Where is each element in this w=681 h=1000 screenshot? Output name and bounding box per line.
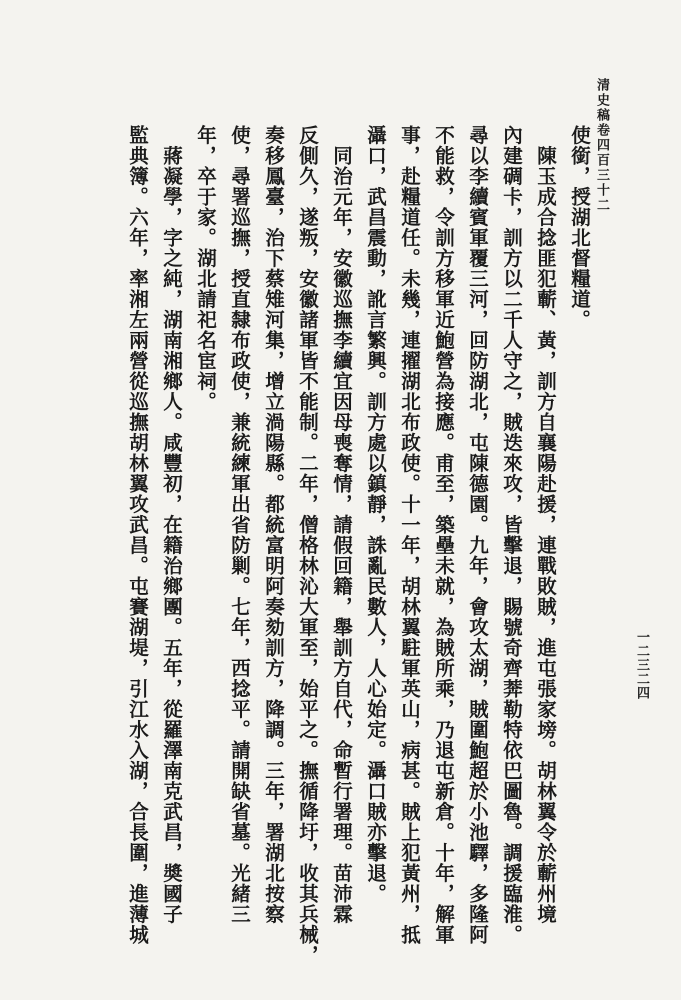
text-column: 使銜，授湖北督糧道。	[568, 125, 591, 330]
running-header-title: 清史稿卷四百三十二	[594, 78, 609, 213]
text-column: 尋以李續賓軍覆三河，回防湖北，屯陳德園。九年，會攻太湖，賊圍鮑超於小池驛，多隆阿	[466, 125, 489, 945]
text-column: 灄口，武昌震動，訛言繁興。訓方處以鎮靜，誅亂民數人，人心始定。灄口賊亦擊退。	[364, 125, 387, 904]
text-column: 年，卒于家。湖北請祀名宦祠。	[194, 125, 217, 412]
body-text	[76, 125, 596, 966]
text-column: 奏移鳳臺，治下蔡雉河集，增立渦陽縣。都統富明阿奏劾訓方，降調。三年，署湖北按察	[262, 125, 285, 925]
text-column: 反側久，遂叛，安徽諸軍皆不能制。二年，僧格林沁大軍至，始平之。撫循降圩，收其兵械，	[296, 125, 319, 966]
text-column: 同治元年，安徽巡撫李續宜因母喪奪情，請假回籍，舉訓方自代，命暫行署理。苗沛霖	[330, 125, 353, 925]
page-number: 一二三二四	[634, 630, 649, 700]
text-column: 陳玉成合捻匪犯蘄、黃，訓方自襄陽赴援，連戰敗賊，進屯張家塝。胡林翼令於蘄州境	[534, 125, 557, 925]
text-column: 事，赴糧道任。未幾，連擢湖北布政使。十一年，胡林翼駐軍英山，病甚。賊上犯黃州，抵	[398, 125, 421, 945]
text-column: 蔣凝學，字之純，湖南湘鄉人。咸豐初，在籍治鄉團。五年，從羅澤南克武昌，奬國子	[160, 125, 183, 925]
text-column: 使，尋署巡撫，授直隸布政使，兼統練軍出省防剿。七年，西捻平。請開缺省墓。光緒三	[228, 125, 251, 925]
text-column: 不能救，令訓方移軍近鮑營為接應。甫至，築壘未就，為賊所乘，乃退屯新倉。十年，解軍	[432, 125, 455, 945]
text-column: 內建碉卡，訓方以二千人守之，賊迭來攻，皆擊退，賜號奇齊莾勒特依巴圖魯。調援臨淮。	[500, 125, 523, 945]
text-column: 監典簿。六年，率湘左兩營從巡撫胡林翼攻武昌。屯賽湖堤，引江水入湖，合長圍，進薄城	[126, 125, 149, 945]
